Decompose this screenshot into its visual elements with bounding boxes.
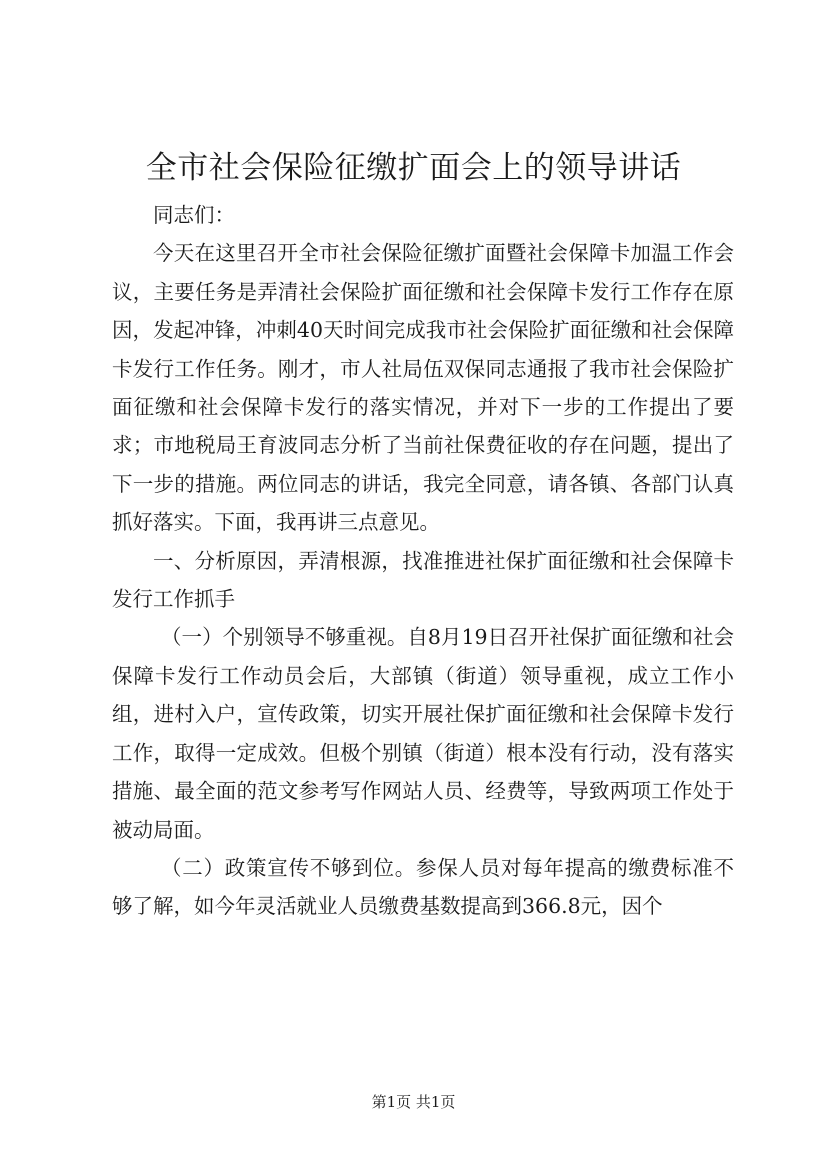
document-body: [112, 196, 734, 926]
greeting: 同志们：: [153, 203, 235, 227]
paragraph-intro: 今天在这里召开全市社会保险征缴扩面暨社会保障卡加温工作会议，主要任务是弄清社会保险扩面征缴和社会保障卡发行工作存在原因，发起冲锋，冲刺40天时间完成我市社会保险扩面征缴和社会保障卡发行工作任务。刚才，市人社局伍双保同志通报了我市社会保险扩面征缴和社会保障卡发行的落实情况，并对下一步的工作提出了要求；市地税局王育波同志分析了当前社保费征收的存在问题，提出了下一步的措施。两位同志的讲话，我完全同意，请各镇、各部门认真抓好落实。下面，我再讲三点意见。: [112, 241, 734, 535]
section-heading-1: 一、分析原因，弄清根源，找准推进社保扩面征缴和社会保障卡发行工作抓手: [112, 548, 734, 612]
document-title: 全市社会保险征缴扩面会上的领导讲话: [145, 150, 682, 186]
subsection-1: （一）个别领导不够重视。自8月19日召开社保扩面征缴和社会保障卡发行工作动员会后，大部镇（街道）领导重视，成立工作小组，进村入户，宣传政策，切实开展社保扩面征缴和社会保障卡发行工作，取得一定成效。但极个别镇（街道）根本没有行动，没有落实措施、最全面的范文参考写作网站人员、经费等，导致两项工作处于被动局面。: [112, 625, 734, 842]
subsection-2: （二）政策宣传不够到位。参保人员对每年提高的缴费标准不够了解，如今年灵活就业人员缴费基数提高到366.8元，因个: [112, 855, 734, 919]
page-footer: 第1页 共1页: [371, 1093, 456, 1111]
